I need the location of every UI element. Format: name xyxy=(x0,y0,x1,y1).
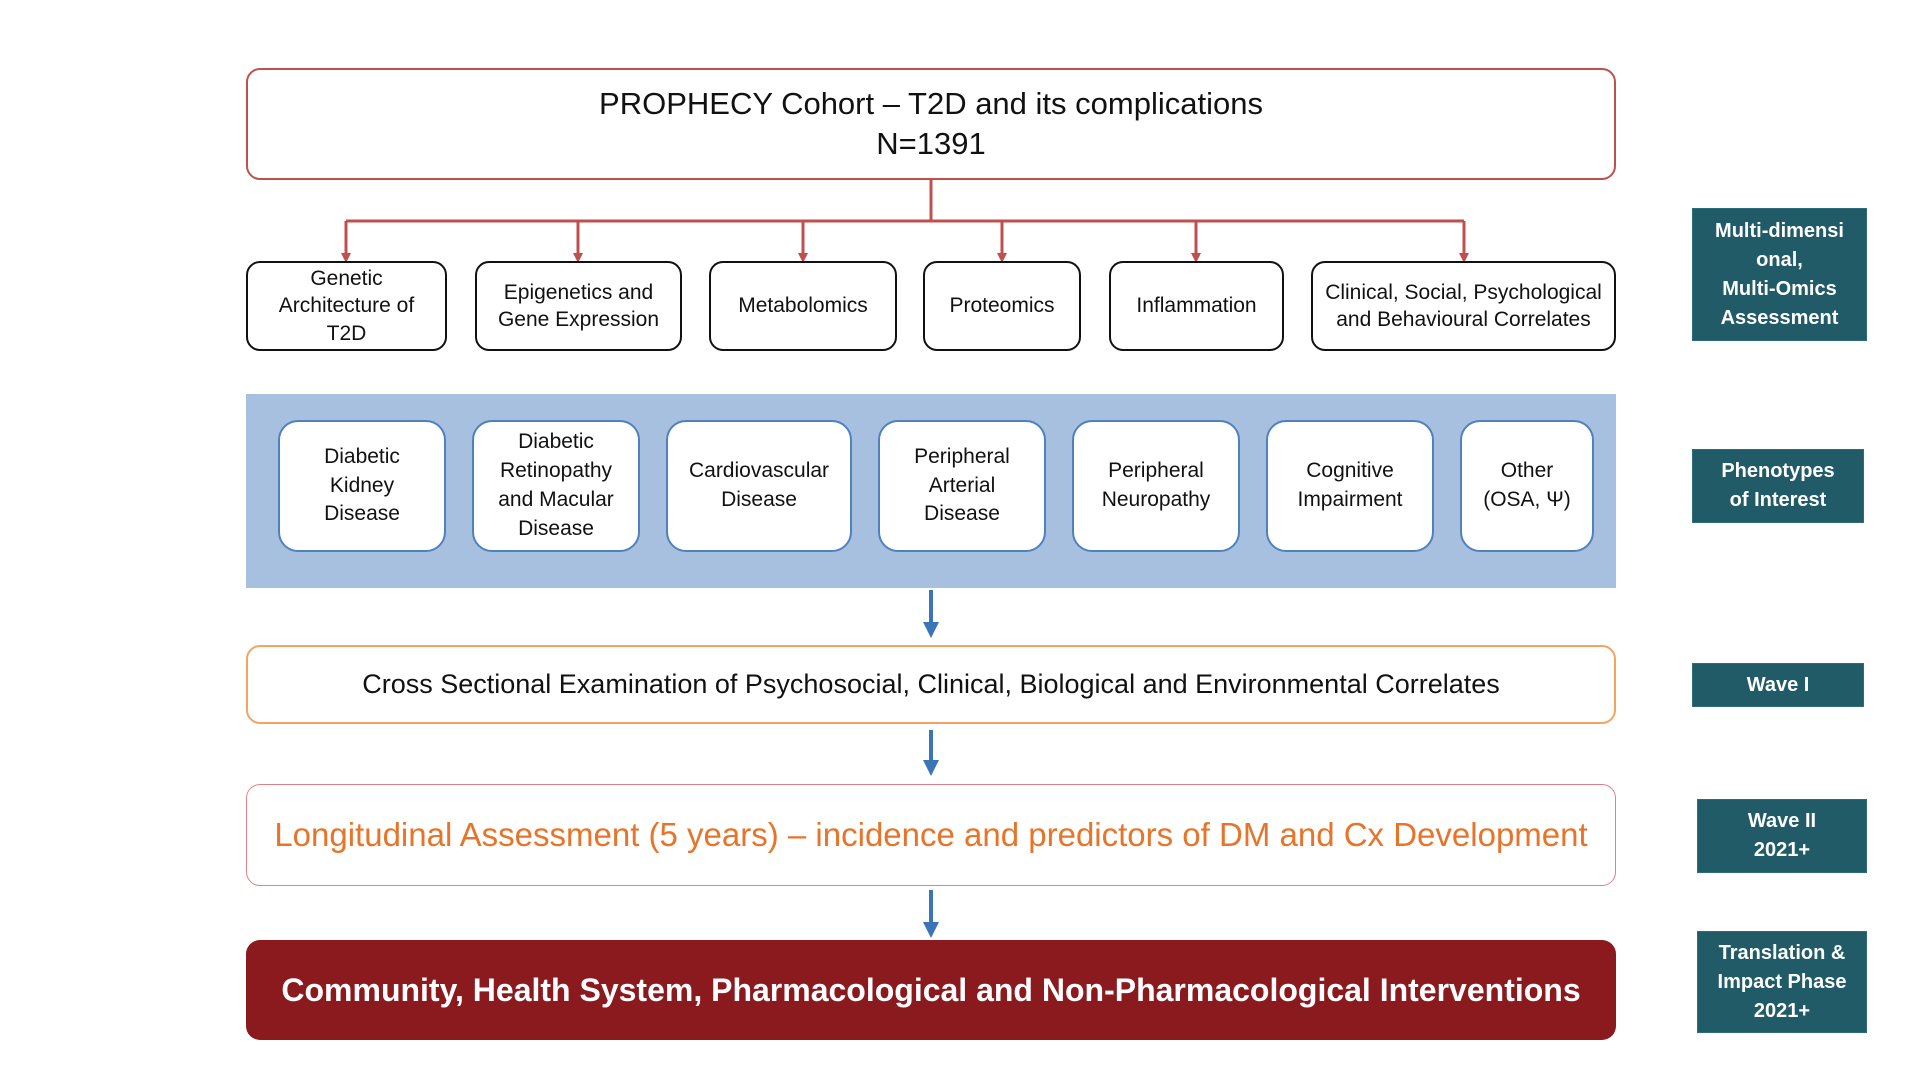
branch-arrows xyxy=(346,180,1464,258)
side-label-text: Multi-dimensi onal, Multi-Omics Assessment xyxy=(1715,219,1844,329)
assessment-label: Genetic Architecture of T2D xyxy=(278,267,415,345)
assessment-epigenetics xyxy=(475,261,682,351)
phenotype-label: Other (OSA, Ψ) xyxy=(1483,459,1571,511)
side-label-phenotypes xyxy=(1692,449,1864,523)
wave1-box xyxy=(246,645,1616,724)
phenotype-diabetic-retinopathy xyxy=(472,420,640,552)
side-label-text: Translation & Impact Phase 2021+ xyxy=(1717,941,1847,1022)
phenotype-label: Peripheral Neuropathy xyxy=(1101,459,1211,511)
side-label-wave1 xyxy=(1692,663,1864,707)
phenotype-label: Cognitive Impairment xyxy=(1297,459,1403,511)
wave1-label: Cross Sectional Examination of Psychosocial, Clinical, Biological and Environmental Correlates xyxy=(362,669,1500,699)
assessment-label: Clinical, Social, Psychological and Behavioural Correlates xyxy=(1325,280,1602,331)
phenotype-cardiovascular xyxy=(666,420,852,552)
phenotype-label: Diabetic Retinopathy and Macular Disease xyxy=(498,430,614,540)
assessment-label: Epigenetics and Gene Expression xyxy=(497,280,660,331)
assessment-label: Metabolomics xyxy=(738,294,868,318)
assessment-proteomics xyxy=(923,261,1081,351)
phenotype-diabetic-kidney xyxy=(278,420,446,552)
assessment-metabolomics xyxy=(709,261,897,351)
phenotype-cognitive-impairment xyxy=(1266,420,1434,552)
assessment-label: Inflammation xyxy=(1136,294,1257,318)
phenotype-label: Peripheral Arterial Disease xyxy=(914,444,1010,526)
wave2-label: Longitudinal Assessment (5 years) – incidence and predictors of DM and Cx Development xyxy=(274,816,1588,853)
side-label-text: Wave II 2021+ xyxy=(1747,810,1817,861)
side-label-wave2 xyxy=(1697,799,1867,873)
side-label-text: Phenotypes of Interest xyxy=(1721,460,1835,511)
wave2-box xyxy=(246,784,1616,886)
interventions-box xyxy=(246,940,1616,1040)
phenotype-other xyxy=(1460,420,1594,552)
phenotype-label: Cardiovascular Disease xyxy=(688,459,830,511)
side-label-translation xyxy=(1697,931,1867,1033)
interventions-label: Community, Health System, Pharmacological and Non-Pharmacological Interventions xyxy=(281,971,1581,1008)
assessment-genetic-architecture xyxy=(246,261,447,351)
assessment-label: Proteomics xyxy=(949,294,1055,318)
phenotype-peripheral-neuropathy xyxy=(1072,420,1240,552)
phenotype-peripheral-arterial xyxy=(878,420,1046,552)
side-label-text: Wave I xyxy=(1746,673,1810,696)
side-label-multi-omics xyxy=(1692,208,1867,341)
cohort-title: PROPHECY Cohort – T2D and its complications xyxy=(599,85,1263,121)
cohort-box xyxy=(246,68,1616,180)
assessment-clinical-social xyxy=(1311,261,1616,351)
assessment-inflammation xyxy=(1109,261,1284,351)
phenotype-label: Diabetic Kidney Disease xyxy=(324,444,400,526)
cohort-n: N=1391 xyxy=(876,126,986,161)
